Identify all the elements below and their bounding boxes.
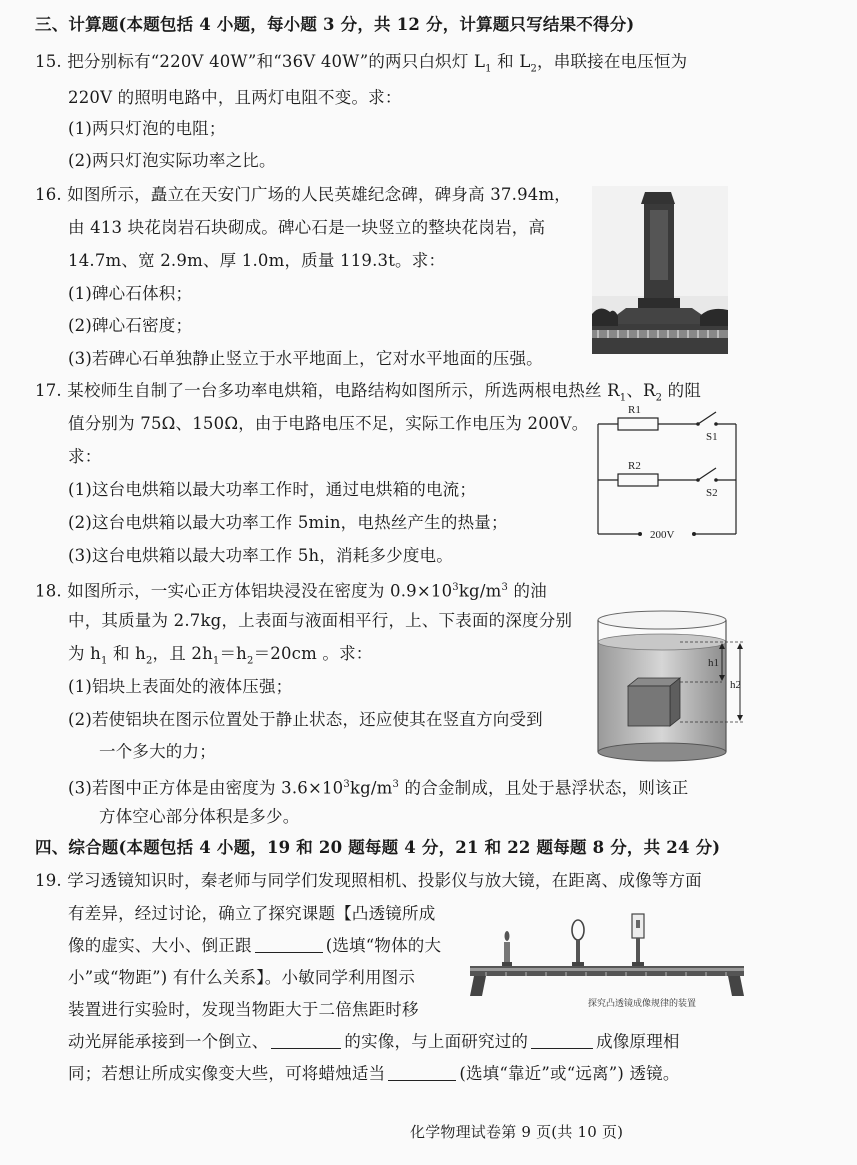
- q18-h2-sub: 2: [145, 655, 153, 667]
- section-3-heading: 三、计算题(本题包括 4 小题，每小题 3 分，共 12 分，计算题只写结果不得分): [35, 15, 635, 34]
- q19-line3: [68, 935, 441, 957]
- q18-part2: (2)若使铝块在图示位置处于静止状态，还应使其在竖直方向受到: [68, 710, 543, 729]
- q15-l1-sub: 1: [485, 63, 492, 75]
- q18-text-i: (3)若图中正方体是由密度为 3.6×10: [68, 778, 344, 798]
- page-footer: 化学物理试卷第 9 页(共 10 页): [410, 1123, 624, 1141]
- q17-r2-sub: 2: [655, 392, 663, 404]
- figure-h1-label: h1: [708, 657, 719, 669]
- q17-line3: 求：: [68, 447, 102, 466]
- q15-line1: [35, 51, 687, 80]
- section-4-heading: 四、综合题(本题包括 4 小题，19 和 20 题每题 4 分，21 和 22 题每题 8 分，共 24 分): [35, 838, 721, 857]
- q19-line4: 小”或“物距”) 有什么关系】。小敏同学利用图示: [68, 968, 416, 987]
- optical-bench-figure: [466, 906, 748, 1016]
- optical-bench-caption: 探究凸透镜成像规律的装置: [588, 999, 697, 1009]
- q18-h2b-sub: 2: [247, 655, 254, 667]
- q19-text-a: 像的虚实、大小、倒正跟: [68, 936, 252, 955]
- circuit-r1-label: R1: [628, 404, 641, 416]
- q16-line1: 16. 如图所示，矗立在天安门广场的人民英雄纪念碑，碑身高 37.94m，: [35, 185, 572, 204]
- answer-blank-2[interactable]: [271, 1032, 341, 1049]
- q19-text-e: 成像原理相: [596, 1032, 680, 1051]
- q18-text-f: ，且 2h: [152, 644, 213, 663]
- q18-exp-3: 3: [343, 779, 350, 790]
- figure-h2-label: h2: [730, 679, 741, 691]
- q15-text-a: 15. 把分别标有“220V 40W”和“36V 40W”的两只白炽灯 L: [35, 52, 486, 71]
- q18-line1: [35, 577, 547, 603]
- q17-r1-sub: 1: [619, 392, 627, 404]
- q18-text-e: 和 h: [107, 644, 146, 663]
- monument-photo: [592, 186, 728, 354]
- beaker-figure: [594, 606, 754, 766]
- q17-part2: (2)这台电烘箱以最大功率工作 5min，电热丝产生的热量；: [68, 513, 508, 532]
- q19-text-d: 的实像，与上面研究过的: [344, 1032, 529, 1051]
- q16-line3: 14.7m、宽 2.9m、厚 1.0m，质量 119.3t。求：: [68, 251, 446, 270]
- circuit-s2-label: S2: [706, 487, 718, 499]
- q18-exp-1: 3: [452, 582, 459, 593]
- q19-line2: 有差异，经过讨论，确立了探究课题【凸透镜所成: [68, 904, 436, 923]
- q16-part2: (2)碑心石密度；: [68, 316, 193, 335]
- q18-h1-sub: 1: [100, 655, 108, 667]
- q18-text-k: 的合金制成，且处于悬浮状态，则该正: [399, 778, 689, 798]
- q15-part2: (2)两只灯泡实际功率之比。: [68, 151, 276, 170]
- q18-line3: [68, 643, 373, 672]
- q18-exp-4: 3: [392, 779, 400, 790]
- q19-text-c: 动光屏能承接到一个倒立、: [68, 1032, 269, 1051]
- q18-text-h: ＝20cm 。求：: [253, 644, 373, 663]
- q18-text-b: kg/m: [458, 581, 502, 601]
- q17-text-c: 的阻: [662, 381, 702, 400]
- q19-text-b: (选填“物体的大: [325, 936, 442, 955]
- q18-part3: [68, 774, 688, 800]
- q17-part3: (3)这台电烘箱以最大功率工作 5h，消耗多少度电。: [68, 546, 453, 565]
- circuit-voltage-label: 200V: [650, 529, 675, 541]
- q15-l2-sub: 2: [530, 63, 538, 75]
- q19-text-f: 同；若想让所成实像变大些，可将蜡烛适当: [68, 1064, 386, 1083]
- q19-line1: 19. 学习透镜知识时，秦老师与同学们发现照相机、投影仪与放大镜，在距离、成像等方面: [35, 871, 702, 890]
- q15-part1: (1)两只灯泡的电阻；: [68, 119, 226, 138]
- q18-part2-cont: 一个多大的力；: [99, 742, 216, 761]
- q18-text-c: 的油: [508, 581, 547, 601]
- q16-part3: (3)若碑心石单独静止竖立于水平地面上，它对水平地面的压强。: [68, 349, 543, 368]
- q18-text-g: ＝h: [219, 644, 247, 663]
- q15-text-c: ，串联接在电压恒为: [537, 52, 688, 71]
- q17-part1: (1)这台电烘箱以最大功率工作时，通过电烘箱的电流；: [68, 480, 477, 499]
- q15-line2: 220V 的照明电路中，且两灯电阻不变。求：: [68, 88, 402, 107]
- q17-text-b: 、R: [626, 381, 656, 400]
- q18-text-d: 为 h: [68, 644, 101, 663]
- q16-part1: (1)碑心石体积；: [68, 284, 193, 303]
- q18-text-j: kg/m: [349, 778, 393, 798]
- answer-blank-4[interactable]: [388, 1064, 456, 1081]
- answer-blank-3[interactable]: [531, 1032, 593, 1049]
- circuit-r2-label: R2: [628, 460, 641, 472]
- q18-exp-2: 3: [501, 582, 508, 593]
- q18-h1b-sub: 1: [212, 655, 220, 667]
- q19-line5: 装置进行实验时，发现当物距大于二倍焦距时移: [68, 1000, 419, 1019]
- q18-part3-cont: 方体空心部分体积是多少。: [99, 807, 300, 826]
- answer-blank-1[interactable]: [255, 936, 323, 953]
- q17-line2: 值分别为 75Ω、150Ω，由于电路电压不足，实际工作电压为 200V。: [68, 414, 589, 433]
- circuit-s1-label: S1: [706, 431, 718, 443]
- q18-part1: (1)铝块上表面处的液体压强；: [68, 677, 293, 696]
- q18-text-a: 18. 如图所示，一实心正方体铝块浸没在密度为 0.9×10: [35, 581, 453, 601]
- q15-text-b: 和 L: [491, 52, 531, 71]
- q19-line6: [68, 1031, 680, 1053]
- q18-line2: 中，其质量为 2.7kg，上表面与液面相平行，上、下表面的深度分别: [68, 611, 573, 630]
- q16-line2: 由 413 块花岗岩石块砌成。碑心石是一块竖立的整块花岗岩，高: [68, 218, 546, 237]
- q17-text-a: 17. 某校师生自制了一台多功率电烘箱，电路结构如图所示，所选两根电热丝 R: [35, 381, 620, 400]
- circuit-diagram: [594, 400, 744, 542]
- q19-line7: [68, 1063, 680, 1085]
- q19-text-g: (选填“靠近”或“远离”) 透镜。: [459, 1064, 680, 1083]
